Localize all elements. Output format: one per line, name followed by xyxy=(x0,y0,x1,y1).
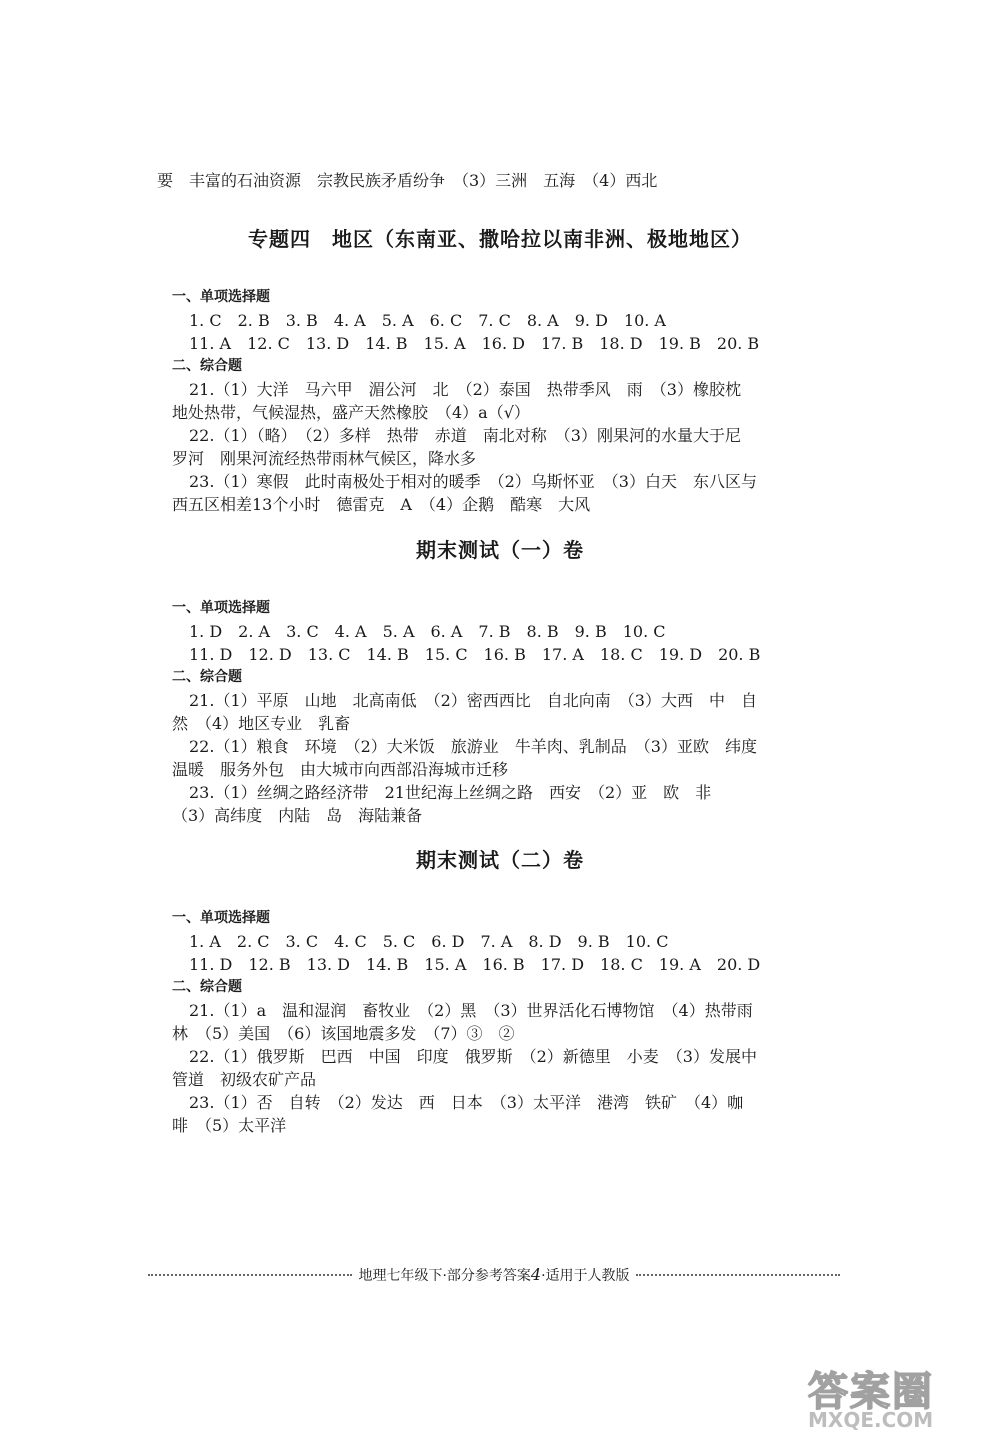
answer-continuation: 啡 （5）太平洋 xyxy=(172,1116,287,1135)
choice-answers: 11. A 12. C 13. D 14. B 15. A 16. D 17. B 18. D 19. B 20. B xyxy=(189,334,760,353)
subsection-heading: 二、综合题 xyxy=(172,669,242,685)
answer-continuation: 林 （5）美国 （6）该国地震多发 （7）③ ② xyxy=(172,1024,515,1043)
section-body-final-test-2 xyxy=(172,907,760,1137)
answer-line: 21.（1）平原 山地 北高南低 （2）密西西比 自北向南 （3）大西 中 自 xyxy=(189,691,757,710)
answer-line: 23.（1）寒假 此时南极处于相对的暖季 （2）乌斯怀亚 （3）白天 东八区与 xyxy=(189,472,757,491)
answer-continuation: 地处热带，气候湿热，盛产天然橡胶 （4）a（√） xyxy=(172,403,530,422)
subsection-heading: 一、单项选择题 xyxy=(172,289,270,305)
subsection-heading: 一、单项选择题 xyxy=(172,600,270,616)
footer-right-text: ·适用于人教版 xyxy=(541,1268,630,1284)
watermark-url: MXQE.COM xyxy=(808,1408,934,1432)
answer-continuation: （3）高纬度 内陆 岛 海陆兼备 xyxy=(172,806,423,825)
subsection-heading: 二、综合题 xyxy=(172,979,242,995)
subsection-heading: 一、单项选择题 xyxy=(172,910,270,926)
answer-line: 23.（1）否 自转 （2）发达 西 日本 （3）太平洋 港湾 铁矿 （4）咖 xyxy=(189,1093,744,1112)
watermark-cn-text: 答案圈 xyxy=(808,1369,934,1415)
answer-line: 22.（1）粮食 环境 （2）大米饭 旅游业 牛羊肉、乳制品 （3）亚欧 纬度 xyxy=(189,737,757,756)
section-body-topic-four xyxy=(172,286,759,516)
answer-line: 22.（1）（略） （2）多样 热带 赤道 南北对称 （3）刚果河的水量大于尼 xyxy=(189,426,741,445)
answer-continuation: 西五区相差13个小时 德雷克 A （4）企鹅 酷寒 大风 xyxy=(172,495,591,514)
choice-answers: 11. D 12. D 13. C 14. B 15. C 16. B 17. A 18. C 19. D 20. B xyxy=(189,645,761,664)
choice-answers: 1. C 2. B 3. B 4. A 5. A 6. C 7. C 8. A 9. D 10. A xyxy=(189,311,666,330)
continuation-line: 要 丰富的石油资源 宗教民族矛盾纷争 （3）三洲 五海 （4）西北 xyxy=(157,171,658,190)
answer-line: 21.（1）大洋 马六甲 湄公河 北 （2）泰国 热带季风 雨 （3）橡胶枕 xyxy=(189,380,741,399)
choice-answers: 11. D 12. B 13. D 14. B 15. A 16. B 17. D 18. C 19. A 20. D xyxy=(189,955,761,974)
answer-continuation: 然 （4）地区专业 乳畜 xyxy=(172,714,351,733)
section-title-final-test-2: 期末测试（二）卷 xyxy=(416,848,584,872)
watermark-logo xyxy=(808,1360,978,1434)
footer-left-text: 地理七年级下·部分参考答案 xyxy=(358,1268,531,1284)
answer-continuation: 温暖 服务外包 由大城市向西部沿海城市迁移 xyxy=(172,760,509,779)
footer-dotted-rule-left xyxy=(148,1274,352,1276)
footer-dotted-rule-right xyxy=(636,1274,840,1276)
subsection-heading: 二、综合题 xyxy=(172,358,242,374)
section-body-final-test-1 xyxy=(172,597,760,827)
section-title-topic-four: 专题四 地区（东南亚、撒哈拉以南非洲、极地地区） xyxy=(248,227,752,251)
answer-line: 21.（1）a 温和湿润 畜牧业 （2）黑 （3）世界活化石博物馆 （4）热带雨 xyxy=(189,1001,753,1020)
answer-continuation: 罗河 刚果河流经热带雨林气候区，降水多 xyxy=(172,449,477,468)
answer-continuation: 管道 初级农矿产品 xyxy=(172,1070,317,1089)
choice-answers: 1. D 2. A 3. C 4. A 5. A 6. A 7. B 8. B 9. B 10. C xyxy=(189,622,666,641)
answer-line: 22.（1）俄罗斯 巴西 中国 印度 俄罗斯 （2）新德里 小麦 （3）发展中 xyxy=(189,1047,757,1066)
page-number: 4 xyxy=(530,1265,542,1284)
choice-answers: 1. A 2. C 3. C 4. C 5. C 6. D 7. A 8. D 9. B 10. C xyxy=(189,932,669,951)
page-footer xyxy=(148,1264,840,1286)
footer-text xyxy=(352,1265,635,1285)
answer-line: 23.（1）丝绸之路经济带 21世纪海上丝绸之路 西安 （2）亚 欧 非 xyxy=(189,783,712,802)
section-title-final-test-1: 期末测试（一）卷 xyxy=(416,538,584,562)
